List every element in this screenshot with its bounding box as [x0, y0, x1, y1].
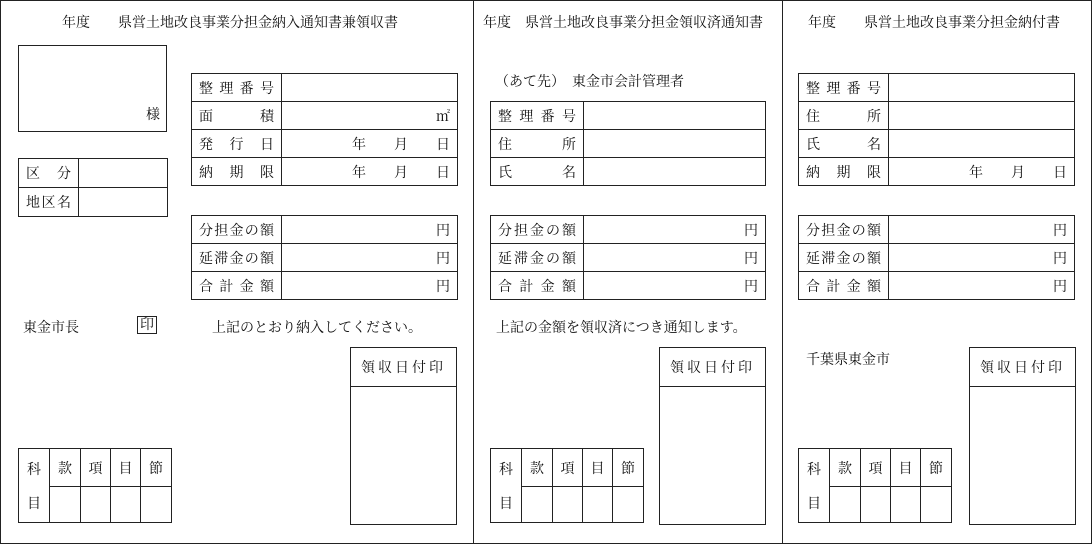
amounts-label: 延滞金の額	[491, 244, 584, 272]
info-value	[889, 74, 1075, 102]
kamoku-col-header: 節	[613, 449, 644, 487]
info-row	[192, 130, 458, 158]
section1-kamoku-table	[18, 448, 172, 523]
section1-stamp-label: 領収日付印	[351, 348, 456, 387]
amounts-row	[799, 216, 1075, 244]
amounts-label: 分担金の額	[799, 216, 889, 244]
kamoku-col-header: 款	[50, 449, 81, 487]
info-value: 年 月 日	[282, 130, 458, 158]
info-row	[491, 130, 766, 158]
info-label: 納期限	[799, 158, 889, 186]
section2-kamoku-table	[490, 448, 644, 523]
section3-title: 年度 県営土地改良事業分担金納付書	[808, 15, 1060, 31]
info-row	[192, 74, 458, 102]
section3-info-table	[798, 73, 1075, 186]
kamoku-cell	[81, 487, 111, 523]
info-value	[889, 102, 1075, 130]
amounts-row	[491, 244, 766, 272]
kamoku-col-header: 節	[921, 449, 952, 487]
kamoku-cell	[861, 487, 891, 523]
info-value	[889, 130, 1075, 158]
kamoku-label	[491, 449, 522, 523]
info-label: 住所	[799, 102, 889, 130]
section2-info-table	[490, 101, 766, 186]
kamoku-col-header: 節	[141, 449, 172, 487]
amounts-label: 合計金額	[491, 272, 584, 300]
city-label: 千葉県東金市	[806, 352, 890, 368]
amounts-value: 円	[584, 216, 766, 244]
addressee-label: （あて先） 東金市会計管理者	[495, 74, 684, 90]
section3-stamp-label: 領収日付印	[970, 348, 1075, 387]
kamoku-cell	[50, 487, 81, 523]
seal-mark: 印	[137, 316, 157, 334]
amounts-label: 延滞金の額	[192, 244, 282, 272]
amounts-label: 合計金額	[192, 272, 282, 300]
section3-kamoku-table	[798, 448, 952, 523]
mayor-label: 東金市長	[23, 320, 79, 336]
amounts-row	[491, 272, 766, 300]
kamoku-char: 目	[27, 495, 41, 512]
info-label: 整理番号	[192, 74, 282, 102]
amounts-label: 分担金の額	[491, 216, 584, 244]
section3-stamp-box	[969, 347, 1076, 525]
kamoku-cell	[891, 487, 921, 523]
kamoku-cell	[522, 487, 553, 523]
info-value	[584, 130, 766, 158]
amounts-row	[799, 244, 1075, 272]
amounts-label: 合計金額	[799, 272, 889, 300]
kamoku-cell	[583, 487, 613, 523]
kamoku-col-header: 款	[522, 449, 553, 487]
kamoku-col-header: 款	[830, 449, 861, 487]
info-label: 住所	[491, 130, 584, 158]
kamoku-col-header: 項	[553, 449, 583, 487]
kamoku-cell	[613, 487, 644, 523]
kamoku-col-header: 項	[81, 449, 111, 487]
info-row	[192, 102, 458, 130]
info-row	[799, 130, 1075, 158]
kubun-value	[79, 159, 168, 188]
kamoku-col-header: 目	[111, 449, 141, 487]
chiku-label: 地区名	[19, 188, 79, 217]
kamoku-cell	[553, 487, 583, 523]
section2-message: 上記の金額を領収済につき通知します。	[496, 320, 747, 336]
info-value: 年 月 日	[889, 158, 1075, 186]
info-row	[192, 158, 458, 186]
amounts-value: 円	[889, 244, 1075, 272]
info-value	[584, 102, 766, 130]
amounts-row	[192, 272, 458, 300]
info-label: 発行日	[192, 130, 282, 158]
info-label: 納期限	[192, 158, 282, 186]
section2-stamp-box	[659, 347, 766, 525]
info-row	[799, 158, 1075, 186]
section1-amount-table	[191, 215, 458, 300]
kamoku-cell	[111, 487, 141, 523]
section3-amount-table	[798, 215, 1075, 300]
section2-stamp-label: 領収日付印	[660, 348, 765, 387]
amounts-row	[192, 244, 458, 272]
addressee-box	[18, 45, 167, 132]
section-divider-2	[782, 0, 783, 544]
info-label: 氏名	[491, 158, 584, 186]
kubun-label: 区分	[19, 159, 79, 188]
info-value	[584, 158, 766, 186]
kamoku-char: 目	[499, 495, 513, 512]
amounts-row	[799, 272, 1075, 300]
info-row	[491, 102, 766, 130]
amounts-value: 円	[282, 216, 458, 244]
kamoku-col-header: 目	[583, 449, 613, 487]
section1-message: 上記のとおり納入してください。	[212, 320, 422, 336]
kamoku-char: 目	[807, 495, 821, 512]
info-row	[799, 74, 1075, 102]
info-label: 整理番号	[799, 74, 889, 102]
kamoku-cell	[141, 487, 172, 523]
info-value: 年 月 日	[282, 158, 458, 186]
section1-title: 年度 県営土地改良事業分担金納入通知書兼領収書	[62, 15, 398, 31]
amounts-label: 延滞金の額	[799, 244, 889, 272]
kamoku-col-header: 目	[891, 449, 921, 487]
kamoku-char: 科	[807, 461, 821, 478]
amounts-value: 円	[584, 272, 766, 300]
sama-label: 様	[146, 107, 160, 123]
kamoku-label	[19, 449, 50, 523]
amounts-row	[491, 216, 766, 244]
kamoku-char: 科	[499, 461, 513, 478]
chiku-value	[79, 188, 168, 217]
amounts-label: 分担金の額	[192, 216, 282, 244]
amounts-value: 円	[584, 244, 766, 272]
kubun-table	[18, 158, 168, 217]
section2-title: 年度 県営土地改良事業分担金領収済通知書	[483, 15, 763, 31]
kamoku-char: 科	[27, 461, 41, 478]
section1-stamp-box	[350, 347, 457, 525]
kamoku-col-header: 項	[861, 449, 891, 487]
amounts-value: 円	[889, 216, 1075, 244]
info-label: 氏名	[799, 130, 889, 158]
info-label: 整理番号	[491, 102, 584, 130]
kamoku-cell	[830, 487, 861, 523]
info-value: ㎡	[282, 102, 458, 130]
amounts-value: 円	[889, 272, 1075, 300]
amounts-value: 円	[282, 244, 458, 272]
section2-amount-table	[490, 215, 766, 300]
info-row	[491, 158, 766, 186]
section-divider-1	[473, 0, 474, 544]
info-value	[282, 74, 458, 102]
amounts-value: 円	[282, 272, 458, 300]
amounts-row	[192, 216, 458, 244]
section1-info-table	[191, 73, 458, 186]
kamoku-label	[799, 449, 830, 523]
info-label: 面積	[192, 102, 282, 130]
info-row	[799, 102, 1075, 130]
kamoku-cell	[921, 487, 952, 523]
